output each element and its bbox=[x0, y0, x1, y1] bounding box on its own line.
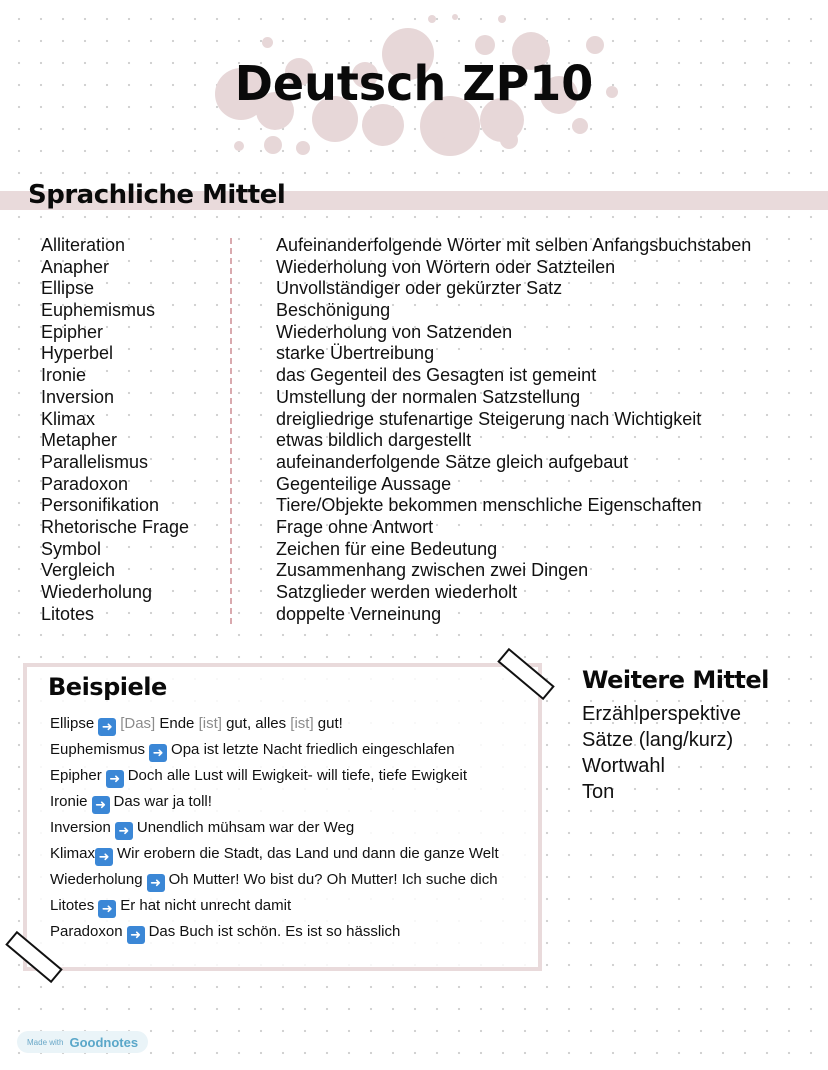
device-term: Alliteration bbox=[41, 235, 126, 255]
example-term: Wiederholung bbox=[50, 871, 143, 888]
example-term: Euphemismus bbox=[50, 741, 146, 758]
device-term: Ironie bbox=[41, 365, 87, 386]
example-text: Er hat nicht unrecht damit bbox=[120, 897, 292, 914]
made-with-label: Made with bbox=[27, 1037, 64, 1047]
example-item bbox=[50, 763, 499, 789]
section-heading: Sprachliche Mittel bbox=[28, 180, 286, 210]
right-arrow-emoji-icon: ➜ bbox=[115, 822, 133, 840]
right-arrow-emoji-icon: ➜ bbox=[95, 848, 113, 866]
made-with-badge bbox=[17, 1031, 148, 1053]
right-arrow-emoji-icon: ➜ bbox=[147, 874, 165, 892]
device-term: Paradoxon bbox=[41, 473, 129, 494]
example-part-muted: [Das] bbox=[120, 715, 156, 732]
brand-label: Goodnotes bbox=[69, 1034, 139, 1050]
example-item bbox=[50, 893, 499, 919]
example-item bbox=[50, 815, 499, 841]
more-item: Erzählperspektive bbox=[582, 703, 741, 725]
right-arrow-emoji-icon: ➜ bbox=[149, 744, 167, 762]
device-term: Vergleich bbox=[41, 560, 116, 581]
device-definition: Satzglieder werden wiederholt bbox=[276, 582, 518, 602]
device-definition: Beschönigung bbox=[276, 300, 391, 321]
device-definition: das Gegenteil des Gesagten ist gemeint bbox=[276, 365, 597, 386]
device-definition: Gegenteilige Aussage bbox=[276, 473, 452, 494]
example-part: Ende bbox=[155, 715, 199, 732]
device-definition: Wiederholung von Wörtern oder Satzteilen bbox=[276, 256, 616, 277]
page-title: Deutsch ZP10 bbox=[234, 54, 594, 112]
device-definition: Frage ohne Antwort bbox=[276, 516, 434, 537]
example-part-muted: [ist] bbox=[290, 715, 314, 732]
device-definition-list bbox=[276, 235, 751, 625]
column-divider bbox=[230, 238, 232, 624]
device-definition: Wiederholung von Satzenden bbox=[276, 321, 513, 342]
device-definition: Unvollständiger oder gekürzter Satz bbox=[276, 278, 563, 299]
example-text: Das Buch ist schön. Es ist so hässlich bbox=[148, 923, 401, 940]
example-text: Oh Mutter! Wo bist du? Oh Mutter! Ich suche dich bbox=[168, 871, 498, 888]
device-definition: aufeinanderfolgende Sätze gleich aufgebaut bbox=[276, 451, 629, 472]
more-item: Sätze (lang/kurz) bbox=[582, 729, 734, 751]
device-term: Hyperbel bbox=[41, 343, 114, 364]
example-item bbox=[50, 841, 499, 867]
device-definition: doppelte Verneinung bbox=[276, 603, 442, 624]
device-definition: Tiere/Objekte bekommen menschliche Eigenschaften bbox=[276, 495, 702, 516]
example-part: gut, alles bbox=[221, 715, 291, 732]
right-arrow-emoji-icon: ➜ bbox=[127, 926, 145, 944]
right-arrow-emoji-icon: ➜ bbox=[98, 900, 116, 918]
example-term: Litotes bbox=[50, 897, 95, 914]
device-term: Wiederholung bbox=[41, 582, 153, 602]
device-definition: dreigliedrige stufenartige Steigerung nach Wichtigkeit bbox=[276, 408, 702, 429]
device-term: Symbol bbox=[41, 538, 102, 559]
example-term: Ironie bbox=[50, 793, 88, 810]
example-term: Ellipse bbox=[50, 715, 95, 732]
device-term: Inversion bbox=[41, 386, 115, 407]
device-term: Ellipse bbox=[41, 278, 95, 299]
example-term: Klimax bbox=[50, 845, 96, 862]
more-heading: Weitere Mittel bbox=[582, 666, 769, 694]
device-definition: Umstellung der normalen Satzstellung bbox=[276, 386, 581, 407]
right-arrow-emoji-icon: ➜ bbox=[98, 718, 116, 736]
example-part: gut! bbox=[313, 715, 343, 732]
device-term: Parallelismus bbox=[41, 451, 149, 472]
more-list bbox=[582, 701, 741, 805]
example-term: Epipher bbox=[50, 767, 102, 784]
example-text: Opa ist letzte Nacht friedlich eingeschlafen bbox=[171, 741, 455, 758]
device-definition: Zusammenhang zwischen zwei Dingen bbox=[276, 560, 589, 581]
device-definition: etwas bildlich dargestellt bbox=[276, 430, 472, 451]
example-term: Paradoxon bbox=[50, 923, 123, 940]
example-text: Das war ja toll! bbox=[113, 793, 212, 810]
example-text: Wir erobern die Stadt, das Land und dann die ganze Welt bbox=[117, 845, 499, 862]
example-text: Unendlich mühsam war der Weg bbox=[136, 819, 355, 836]
device-definition: Zeichen für eine Bedeutung bbox=[276, 538, 498, 559]
device-term: Rhetorische Frage bbox=[41, 516, 190, 537]
example-item bbox=[50, 789, 499, 815]
example-item bbox=[50, 711, 499, 737]
right-arrow-emoji-icon: ➜ bbox=[106, 770, 124, 788]
example-item bbox=[50, 867, 499, 893]
right-arrow-emoji-icon: ➜ bbox=[92, 796, 110, 814]
device-term: Epipher bbox=[41, 321, 104, 342]
device-definition: starke Übertreibung bbox=[276, 343, 435, 364]
device-term: Personifikation bbox=[41, 495, 160, 516]
more-item: Ton bbox=[582, 781, 615, 803]
device-term: Anapher bbox=[41, 256, 110, 277]
device-term: Klimax bbox=[41, 408, 96, 429]
example-term: Inversion bbox=[50, 819, 111, 836]
device-term-list bbox=[41, 235, 189, 625]
example-text: Doch alle Lust will Ewigkeit- will tiefe, tiefe Ewigkeit bbox=[127, 767, 467, 784]
examples-list bbox=[50, 711, 499, 945]
examples-heading: Beispiele bbox=[48, 673, 167, 701]
example-part-muted: [ist] bbox=[198, 715, 222, 732]
device-term: Litotes bbox=[41, 603, 95, 624]
device-definition: Aufeinanderfolgende Wörter mit selben Anfangsbuchstaben bbox=[276, 235, 752, 255]
example-item bbox=[50, 737, 499, 763]
device-term: Euphemismus bbox=[41, 300, 156, 321]
more-item: Wortwahl bbox=[582, 755, 665, 777]
device-term: Metapher bbox=[41, 430, 118, 451]
example-item bbox=[50, 919, 499, 945]
